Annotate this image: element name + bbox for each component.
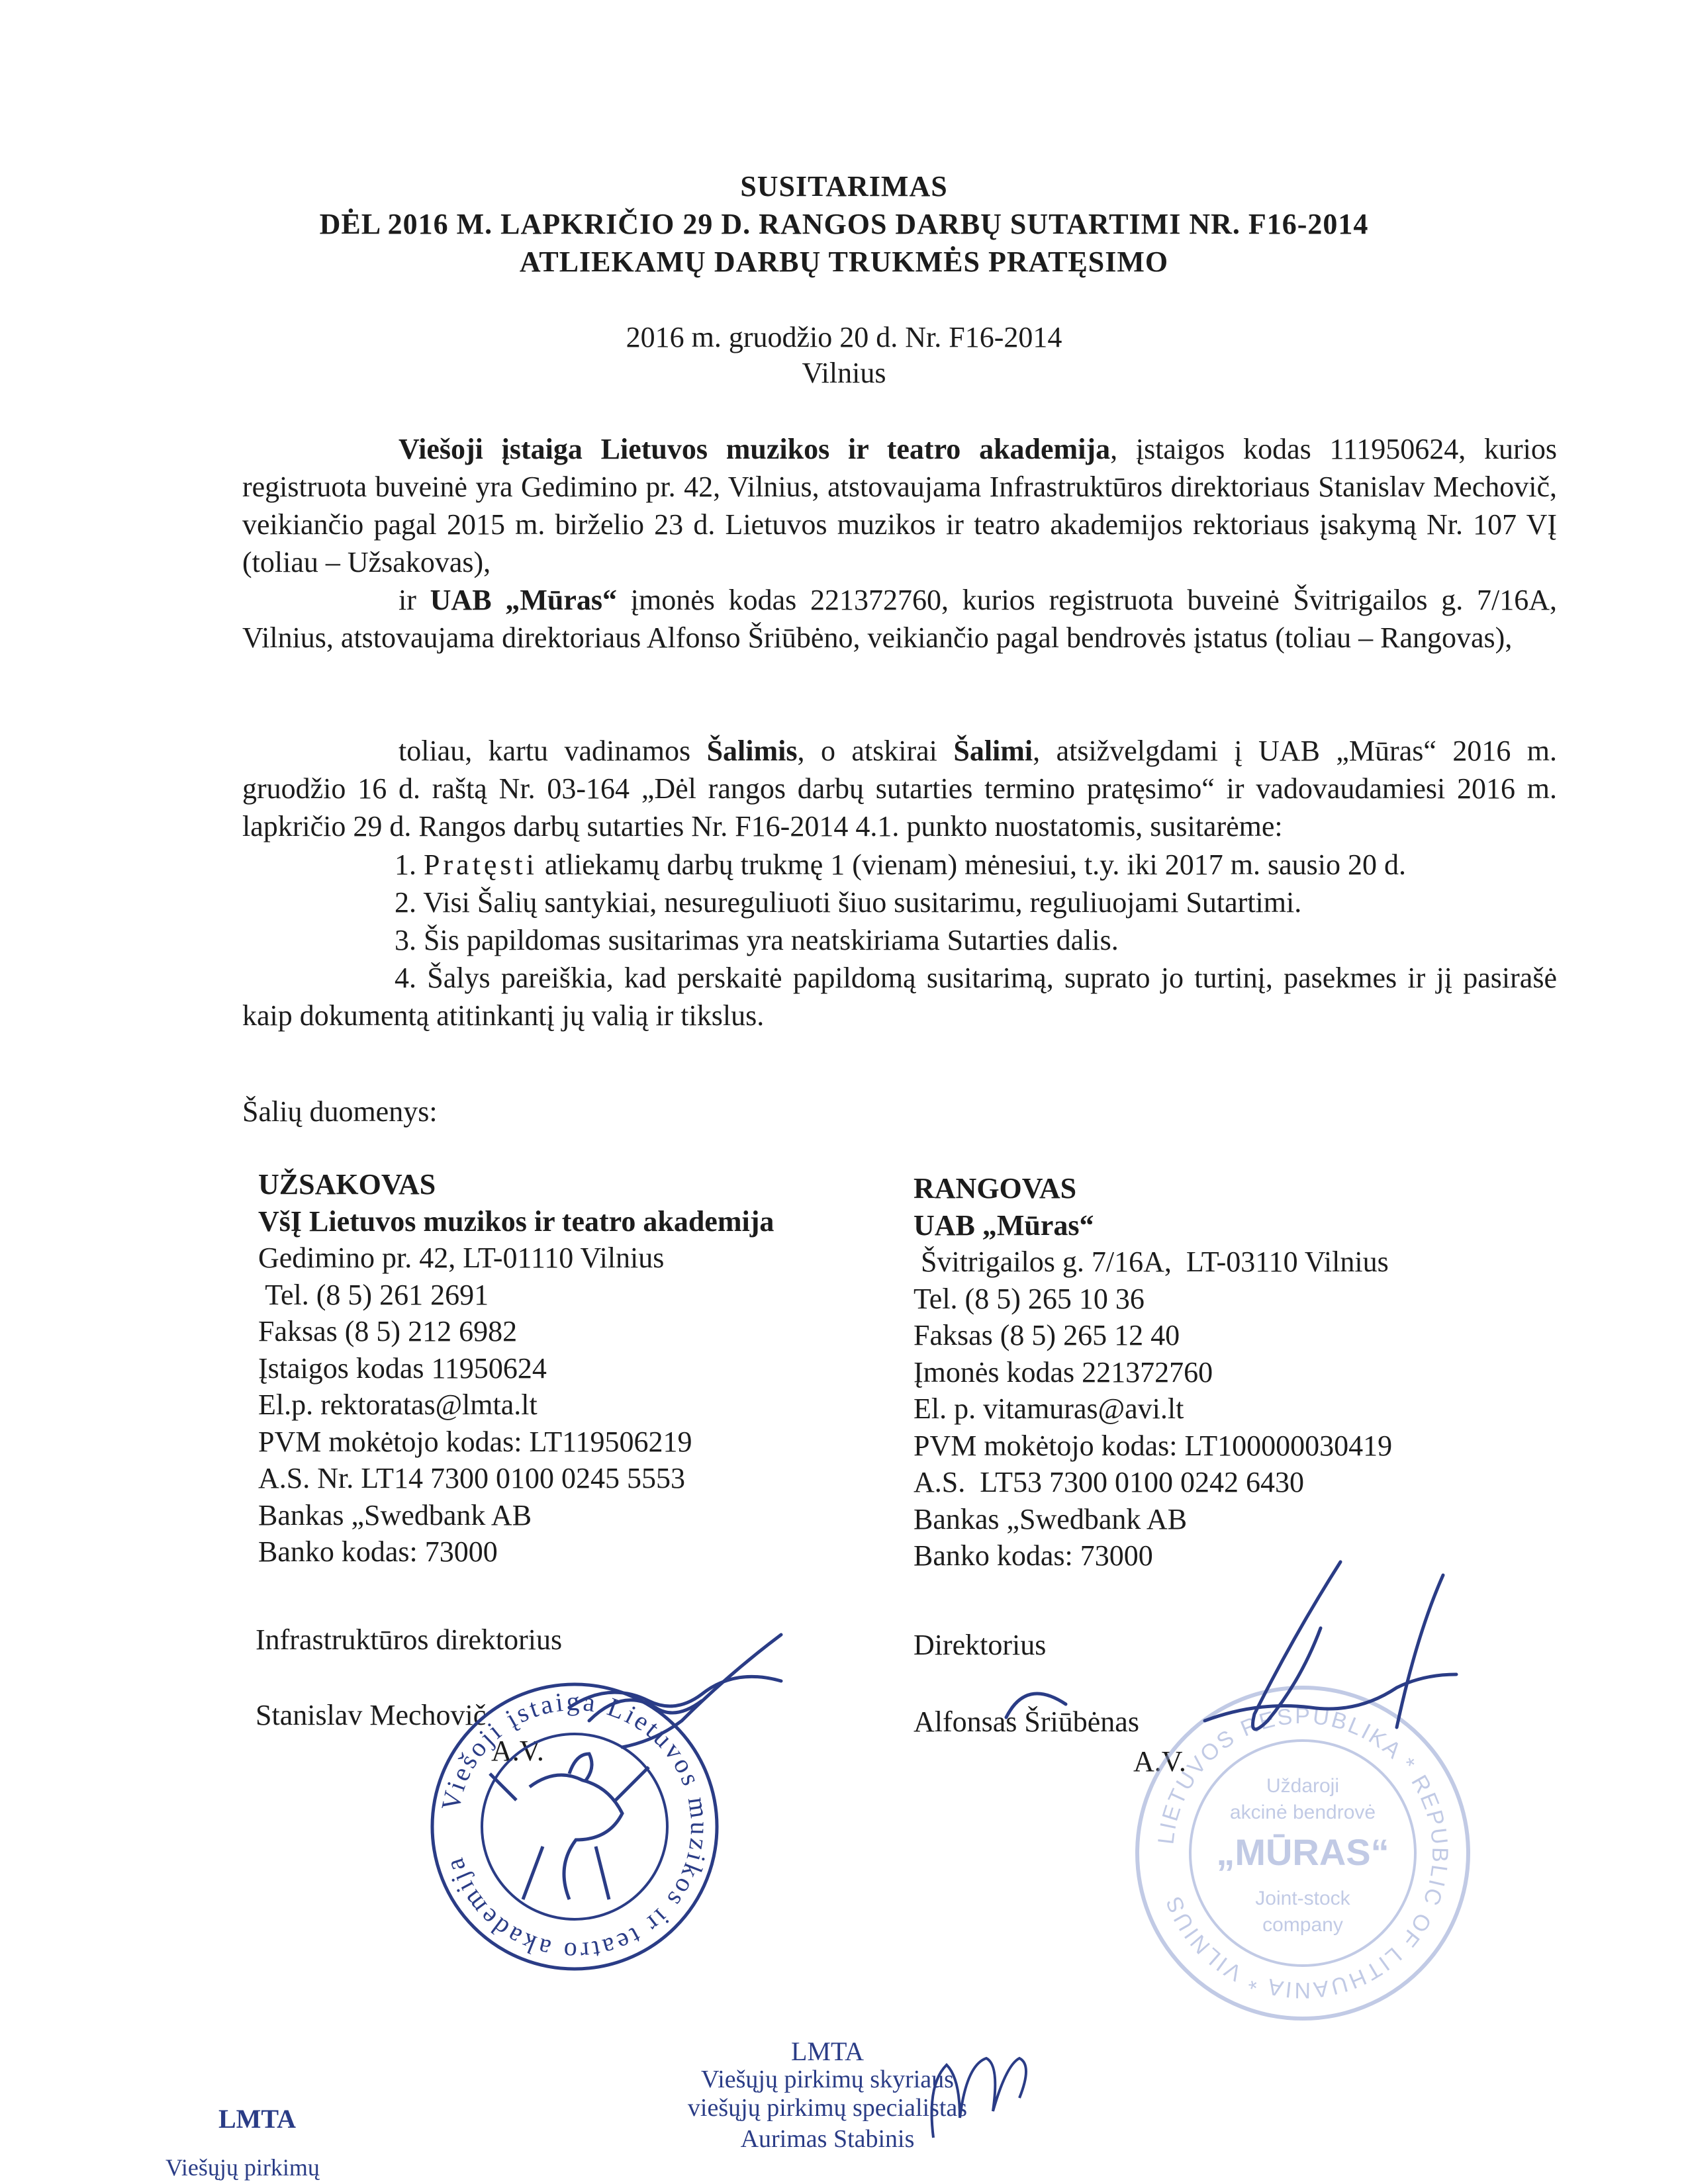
footer-role: viešųjų pirkimų specialistas [687,2094,968,2122]
document-subtitle-2: ATLIEKAMŲ DARBŲ TRUKMĖS PRATĘSIMO [519,246,1169,278]
contractor-signer-name: Alfonsas Šriūbėnas [914,1706,1139,1738]
contractor-role: RANGOVAS [914,1172,1077,1205]
parties-label: Šalių duomenys: [242,1095,438,1128]
contractor-account: A.S. LT53 7300 0100 0242 6430 [914,1466,1304,1498]
document-subtitle-1: DĖL 2016 M. LAPKRIČIO 29 D. RANGOS DARBŲ SUTARTIMI NR. F16-2014 [319,208,1369,240]
document-city: Vilnius [802,357,886,389]
contractor-details [914,1170,1562,1574]
paragraph-parties [242,732,1557,845]
customer-signer-name: Stanislav Mechovič [256,1699,487,1731]
muras-stamp [1137,1688,1468,2019]
item-3-text: 3. Šis papildomas susitarimas yra neatskiriama Sutarties dalis. [395,924,1119,956]
contractor-address: Švitrigailos g. 7/16A, LT-03110 Vilnius [914,1246,1389,1278]
contractor-bank: Bankas „Swedbank AB [914,1502,1188,1535]
vytis-emblem [490,1754,649,1899]
footer-lmta: LMTA [790,2036,865,2066]
lmta-stamp-ring-text: Viešoji įstaiga Lietuvos muzikos ir teatro akademija [435,1686,716,1968]
paragraph-contractor-pre: ir [399,584,430,616]
customer-signature [569,1635,781,1747]
muras-stamp-line-3: Joint-stock [1255,1888,1350,1909]
customer-email: El.p. rektoratas@lmta.lt [258,1388,538,1421]
footer-name: Aurimas Stabinis [740,2125,915,2153]
paragraph-contractor-text: įmonės kodas 221372760, kurios registruota buveinė Švitrigailos g. 7/16A, Vilnius, atstovaujama direktoriaus Alfonso Šriūbėno, veikiančio pagal bendrovės įstatus (toliau – Rangovas), [242,584,1557,654]
paragraph-contractor [242,581,1557,657]
agreement-item-1 [242,846,1557,884]
contractor-tel: Tel. (8 5) 265 10 36 [914,1282,1145,1315]
customer-name: VšĮ Lietuvos muzikos ir teatro akademija [258,1205,774,1238]
muras-stamp-name: „MŪRAS“ [1216,1831,1389,1873]
customer-seal-label: A.V. [491,1735,544,1767]
document-title: SUSITARIMAS [740,170,948,203]
customer-tel: Tel. (8 5) 261 2691 [258,1278,489,1311]
agreement-item-4 [242,959,1557,1034]
customer-account: A.S. Nr. LT14 7300 0100 0245 5553 [258,1462,685,1494]
contractor-signer-title: Direktorius [914,1629,1047,1661]
customer-bank: Bankas „Swedbank AB [258,1498,532,1531]
svg-text:LIETUVOS RESPUBLIKA * REPUBLIC [1153,1704,1452,2003]
muras-stamp-line-1: Uždaroji [1266,1775,1340,1797]
parties-bold-2: Šalimi [953,735,1033,767]
customer-details [258,1166,894,1570]
customer-fax: Faksas (8 5) 212 6982 [258,1315,518,1347]
item-4-text: 4. Šalys pareiškia, kad perskaitė papildomą susitarimą, suprato jo turtinį, pasekmes ir jį pasirašė kaip dokumentą atitinkantį jų valią ir tikslus. [242,962,1557,1032]
customer-vat: PVM mokėtojo kodas: LT119506219 [258,1425,692,1458]
paragraph-parties-text: , atsižvelgdami į UAB „Mūras“ 2016 m. gruodžio 16 d. raštą Nr. 03-164 „Dėl rangos darbų sutarties termino pratęsimo“ ir vadovaudamiesi 2016 m. lapkričio 29 d. Rangos darbų sutarties Nr. F16-2014 4.1. punkto nuostatomis, susitarėme: [242,735,1557,842]
parties-bold-1: Šalimis [706,735,798,767]
contractor-vat: PVM mokėtojo kodas: LT100000030419 [914,1429,1393,1462]
muras-stamp-line-4: company [1262,1914,1343,1936]
item-1-spaced-word: Pratęsti [424,848,538,881]
contractor-bank-code: Banko kodas: 73000 [914,1539,1153,1572]
item-1-text: atliekamų darbų trukmę 1 (vienam) mėnesiui, t.y. iki 2017 m. sausio 20 d. [537,848,1406,881]
footer-department: Viešųjų pirkimų skyriaus [701,2066,954,2093]
paragraph-parties-mid: , o atskirai [797,735,954,767]
muras-stamp-ring-text: LIETUVOS RESPUBLIKA * REPUBLIC OF LITHUANIA * VILNIUS [1153,1703,1453,2003]
customer-code: Įstaigos kodas 11950624 [258,1351,547,1385]
customer-signer-title: Infrastruktūros direktorius [256,1623,563,1656]
agreement-item-3 [242,921,1557,959]
footer-left-lmta: LMTA [218,2104,297,2134]
footer-left-cut-text: Viešųjų pirkimų [165,2154,320,2181]
agreement-item-2 [242,884,1557,921]
paragraph-customer [242,430,1557,581]
paragraph-parties-pre: toliau, kartu vadinamos [399,735,707,767]
contractor-name: UAB „Mūras“ [914,1208,1094,1242]
item-1-number: 1. [395,848,424,881]
contractor-fax: Faksas (8 5) 265 12 40 [914,1319,1180,1351]
item-2-text: 2. Visi Šalių santykiai, nesureguliuoti šiuo susitarimu, reguliuojami Sutartimi. [395,886,1302,919]
customer-address: Gedimino pr. 42, LT-01110 Vilnius [258,1242,665,1274]
customer-bank-code: Banko kodas: 73000 [258,1535,498,1568]
document-date-number: 2016 m. gruodžio 20 d. Nr. F16-2014 [626,321,1062,353]
customer-name-bold: Viešoji įstaiga Lietuvos muzikos ir teatro akademija [399,433,1111,465]
contractor-signature [1006,1562,1456,1729]
customer-role: UŽSAKOVAS [258,1168,436,1201]
paragraph-customer-text: , įstaigos kodas 111950624, kurios registruota buveinė yra Gedimino pr. 42, Vilnius, atstovaujama Infrastruktūros direktoriaus Stanislav Mechovič, veikiančio pagal 2015 m. birželio 23 d. Lietuvos muzikos ir teatro akademijos rektoriaus įsakymą Nr. 107 VĮ (toliau – Užsakovas), [242,433,1558,578]
contractor-name-bold: UAB „Mūras“ [430,584,617,616]
contractor-seal-label: A.V. [1133,1745,1186,1778]
contractor-email: El. p. vitamuras@avi.lt [914,1392,1184,1425]
contractor-code: Įmonės kodas 221372760 [914,1355,1213,1388]
muras-stamp-line-2: akcinė bendrovė [1229,1801,1376,1823]
